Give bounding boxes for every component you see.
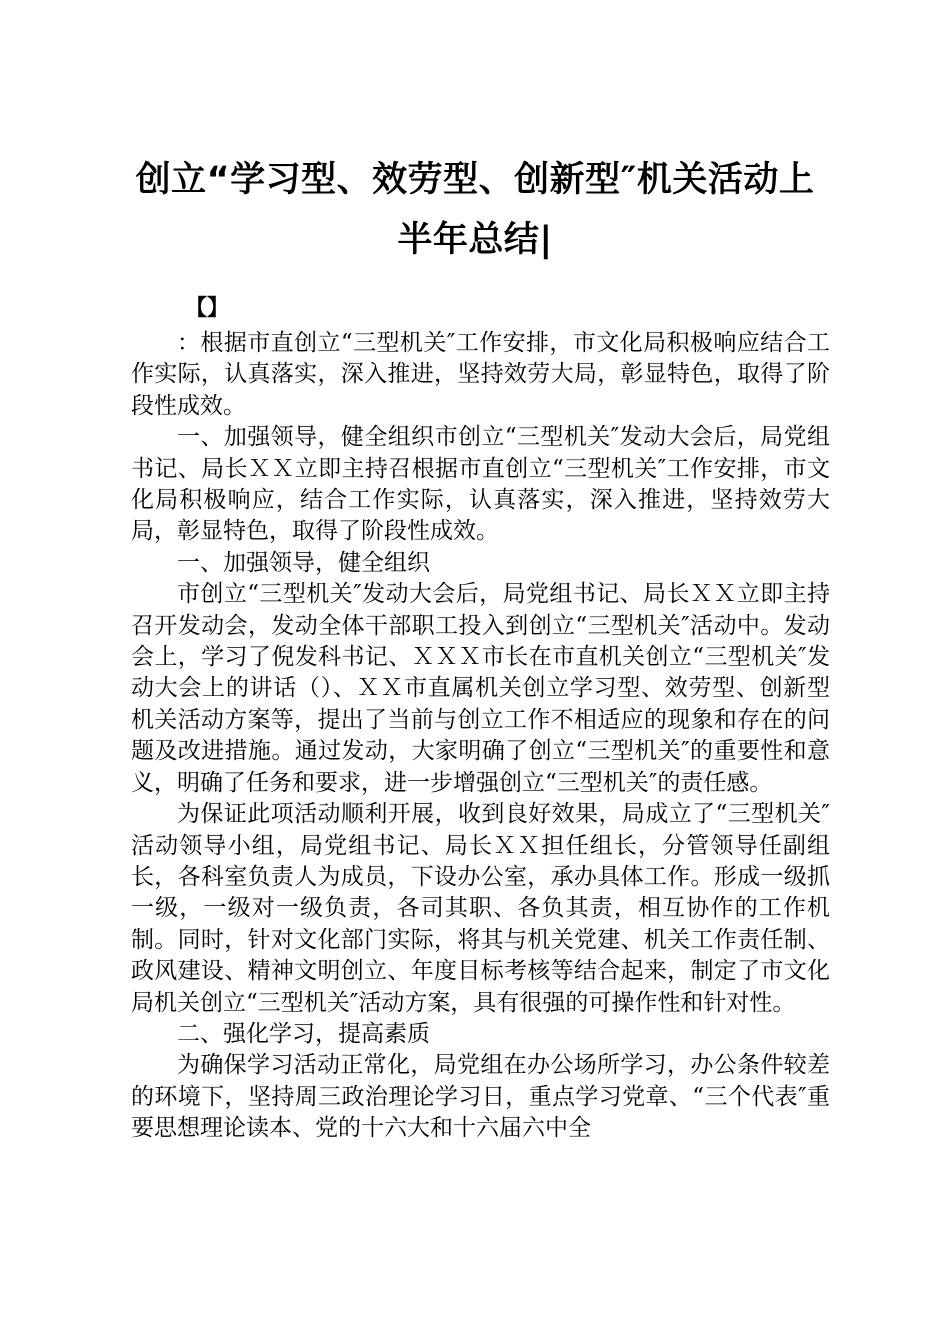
section-heading-1: 一、加强领导，健全组织: [177, 549, 430, 576]
document-bracket: 【】: [185, 296, 230, 321]
document-body: [131, 328, 830, 1145]
document-title-line-1: 创立“学习型、效劳型、创新型″机关活动上: [135, 160, 815, 200]
paragraph-1: 一、加强领导，健全组织市创立“三型机关″发动大会后，局党组书记、局长ＸＸ立即主持召根据市直创立“三型机关″工作安排，市文化局积极响应，结合工作实际，认真落实，深入推进，坚持效劳大局，彰显特色，取得了阶段性成效。: [131, 424, 830, 545]
paragraph-4: 为确保学习活动正常化，局党组在办公场所学习，办公条件较差的环境下，坚持周三政治理论学习日，重点学习党章、“三个代表″重要思想理论读本、党的十六大和十六届六中全: [131, 1052, 830, 1142]
section-heading-2: 二、强化学习，提高素质: [177, 1020, 430, 1047]
paragraph-2: 市创立“三型机关″发动大会后，局党组书记、局长ＸＸ立即主持召开发动会，发动全体干部职工投入到创立“三型机关″活动中。发动会上，学习了倪发科书记、ＸＸＸ市长在市直机关创立“三型机关″发动大会上的讲话（）、ＸＸ市直属机关创立学习型、效劳型、创新型机关活动方案等，提出了当前与创立工作不相适应的现象和存在的问题及改进措施。通过发动，大家明确了创立“三型机关″的重要性和意义，明确了任务和要求，进一步增强创立“三型机关″的责任感。: [131, 581, 830, 796]
document-title-line-2: 半年总结|: [397, 220, 553, 260]
paragraph-3: 为保证此项活动顺利开展，收到良好效果，局成立了“三型机关″活动领导小组，局党组书记、局长ＸＸ担任组长，分管领导任副组长，各科室负责人为成员，下设办公室，承办具体工作。形成一级抓一级，一级对一级负责，各司其职、各负其责，相互协作的工作机制。同时，针对文化部门实际，将其与机关党建、机关工作责任制、政风建设、精神文明创立、年度目标考核等结合起来，制定了市文化局机关创立“三型机关″活动方案，具有很强的可操作性和针对性。: [131, 801, 830, 1016]
paragraph-intro: ：根据市直创立“三型机关″工作安排，市文化局积极响应结合工作实际，认真落实，深入推进，坚持效劳大局，彰显特色，取得了阶段性成效。: [131, 330, 830, 419]
